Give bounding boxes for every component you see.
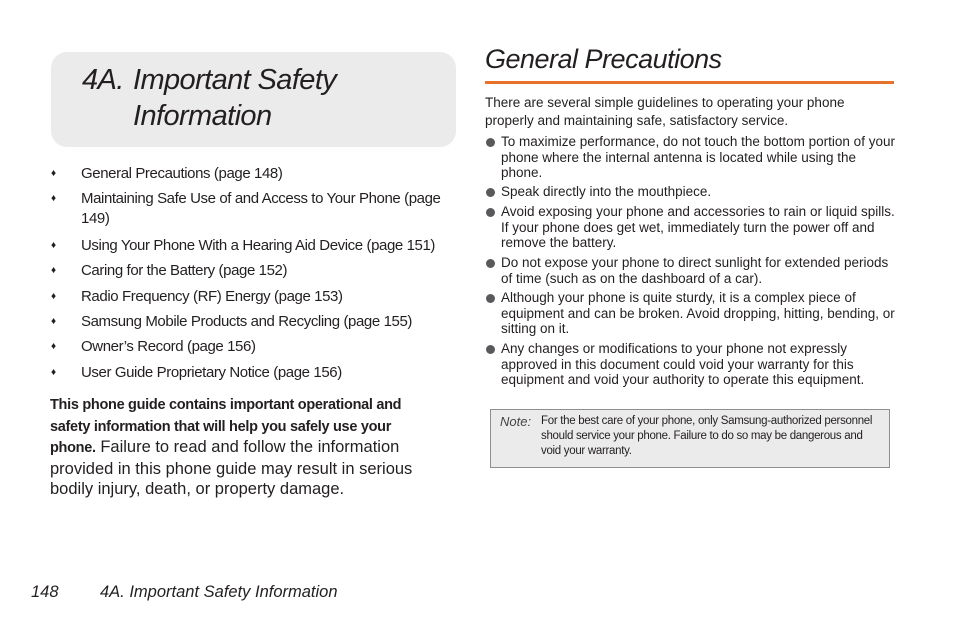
round-bullet-icon bbox=[486, 345, 495, 354]
chapter-title bbox=[82, 62, 336, 134]
list-item bbox=[485, 290, 895, 337]
toc-item[interactable] bbox=[50, 312, 412, 332]
safety-warning-bold: This phone guide contains important operational and safety information that will help you safely use your phone. bbox=[50, 397, 402, 456]
list-item bbox=[485, 204, 895, 251]
list-item-text: Although your phone is quite sturdy, it is a complex piece of equipment and can be broken. Avoid dropping, hitting, bending, or sitting on it. bbox=[501, 290, 895, 336]
diamond-bullet-icon: ♦ bbox=[51, 193, 56, 204]
round-bullet-icon bbox=[486, 259, 495, 268]
diamond-bullet-icon: ♦ bbox=[51, 168, 56, 179]
round-bullet-icon bbox=[486, 294, 495, 303]
list-item-text: Any changes or modifications to your phone not expressly approved in this document could void your warranty for this equipment and void your authority to operate this equipment. bbox=[501, 341, 865, 387]
toc-item-label: Owner’s Record (page 156) bbox=[81, 338, 256, 355]
note-box bbox=[490, 409, 890, 468]
chapter-number: 4A. bbox=[82, 64, 124, 96]
toc-item-label: Maintaining Safe Use of and Access to Your Phone (page 149) bbox=[81, 190, 441, 227]
note-text: For the best care of your phone, only Samsung-authorized personnel should service your phone. Failure to do so may be dangerous and void your warranty. bbox=[541, 415, 873, 457]
diamond-bullet-icon: ♦ bbox=[51, 240, 56, 251]
safety-warning-text: Failure to read and follow the information provided in this phone guide may result in serious bodily injury, death, or property damage. bbox=[50, 438, 413, 498]
toc-item[interactable] bbox=[50, 337, 256, 357]
list-item-text: Speak directly into the mouthpiece. bbox=[501, 184, 712, 199]
toc-item[interactable] bbox=[50, 236, 435, 256]
toc-item-label: Caring for the Battery (page 152) bbox=[81, 262, 288, 279]
toc-item[interactable] bbox=[50, 261, 287, 281]
diamond-bullet-icon: ♦ bbox=[51, 341, 56, 352]
page-number: 148 bbox=[31, 583, 59, 601]
list-item-text: Do not expose your phone to direct sunlight for extended periods of time (such as on the dashboard of a car). bbox=[501, 255, 889, 286]
chapter-title-line1: Important Safety bbox=[133, 64, 337, 96]
section-title: General Precautions bbox=[485, 44, 722, 74]
section-divider bbox=[485, 81, 894, 84]
toc-item[interactable] bbox=[50, 287, 343, 307]
running-title: 4A. Important Safety Information bbox=[100, 583, 338, 601]
list-item bbox=[485, 184, 895, 200]
round-bullet-icon bbox=[486, 138, 495, 147]
diamond-bullet-icon: ♦ bbox=[51, 291, 56, 302]
list-item bbox=[485, 341, 895, 388]
chapter-title-line2: Information bbox=[133, 100, 272, 132]
toc-item[interactable] bbox=[50, 363, 342, 383]
list-item bbox=[485, 255, 895, 286]
round-bullet-icon bbox=[486, 188, 495, 197]
diamond-bullet-icon: ♦ bbox=[51, 265, 56, 276]
toc-item-label: General Precautions (page 148) bbox=[81, 165, 283, 182]
toc-item-label: Samsung Mobile Products and Recycling (page 155) bbox=[81, 313, 412, 330]
toc-item-label: User Guide Proprietary Notice (page 156) bbox=[81, 364, 342, 381]
toc-item-label: Using Your Phone With a Hearing Aid Device (page 151) bbox=[81, 237, 436, 254]
list-item-text: Avoid exposing your phone and accessories to rain or liquid spills. If your phone does get wet, immediately turn the power off and remove the battery. bbox=[501, 204, 895, 250]
list-item-text: To maximize performance, do not touch the bottom portion of your phone where the internal antenna is located while using the phone. bbox=[501, 134, 895, 180]
diamond-bullet-icon: ♦ bbox=[51, 367, 56, 378]
toc-item[interactable] bbox=[50, 189, 450, 229]
diamond-bullet-icon: ♦ bbox=[51, 316, 56, 327]
page-footer bbox=[31, 582, 338, 602]
toc-item-label: Radio Frequency (RF) Energy (page 153) bbox=[81, 288, 343, 305]
note-label: Note: bbox=[500, 414, 532, 429]
round-bullet-icon bbox=[486, 208, 495, 217]
toc-item[interactable] bbox=[50, 164, 282, 184]
list-item bbox=[485, 134, 895, 181]
section-intro: There are several simple guidelines to operating your phone properly and maintaining safe, satisfactory service. bbox=[485, 95, 845, 128]
safety-warning-paragraph bbox=[50, 394, 440, 500]
